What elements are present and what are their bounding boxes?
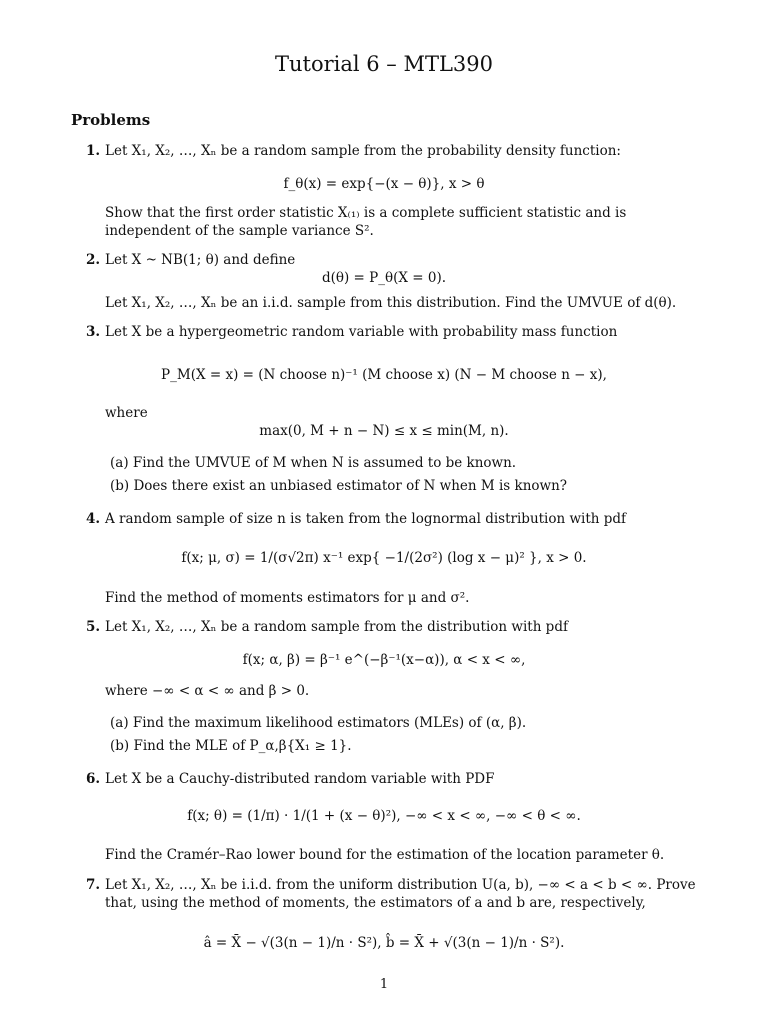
problem-intro: Let X₁, X₂, …, Xₙ be i.i.d. from the uniform distribution U(a, b), −∞ < a < b < ∞. Prove that, using the method of moments, the estimators of a and b are, respectively, — [105, 877, 696, 912]
equation: â = X̄ − √(3(n − 1)/n · S²), b̂ = X̄ + √(3(n − 1)/n · S²). — [203, 935, 565, 951]
where-label: where — [105, 405, 148, 421]
section-heading: Problems — [71, 111, 151, 129]
problem-number: 2. — [86, 252, 101, 268]
equation: P_M(X = x) = (N choose n)⁻¹ (M choose x) (N − M choose n − x), — [161, 367, 607, 383]
subpart-b: (b) Find the MLE of P_α,β{X₁ ≥ 1}. — [110, 738, 352, 754]
equation: f_θ(x) = exp{−(x − θ)}, x > θ — [283, 176, 485, 192]
page-title: Tutorial 6 – MTL390 — [274, 52, 494, 76]
subpart-b: (b) Does there exist an unbiased estimator of N when M is known? — [110, 478, 568, 494]
problem-intro: Let X be a Cauchy-distributed random variable with PDF — [105, 771, 495, 787]
problem-text: where −∞ < α < ∞ and β > 0. — [105, 683, 310, 699]
problem-text: Find the method of moments estimators for μ and σ². — [105, 590, 470, 606]
problem-intro: Let X ~ NB(1; θ) and define — [105, 252, 296, 268]
problem-number: 7. — [86, 877, 101, 893]
problem-text: Let X₁, X₂, …, Xₙ be an i.i.d. sample from this distribution. Find the UMVUE of d(θ). — [105, 295, 677, 311]
problem-text: Show that the first order statistic X₍₁₎ is a complete sufficient statistic and is independent of the sample variance S². — [105, 205, 627, 240]
subpart-a: (a) Find the UMVUE of M when N is assumed to be known. — [110, 455, 517, 471]
equation: max(0, M + n − N) ≤ x ≤ min(M, n). — [259, 423, 509, 439]
problem-intro: Let X₁, X₂, …, Xₙ be a random sample from the probability density function: — [105, 143, 621, 159]
problem-intro: Let X be a hypergeometric random variable with probability mass function — [105, 324, 618, 340]
problem-number: 6. — [86, 771, 101, 787]
equation: f(x; μ, σ) = 1/(σ√2π) x⁻¹ exp{ −1/(2σ²) (log x − μ)² }, x > 0. — [181, 550, 587, 566]
problem-number: 4. — [86, 511, 101, 527]
problem-number: 3. — [86, 324, 101, 340]
problem-intro: A random sample of size n is taken from the lognormal distribution with pdf — [105, 511, 627, 527]
equation: d(θ) = P_θ(X = 0). — [321, 270, 447, 286]
problem-intro: Let X₁, X₂, …, Xₙ be a random sample from the distribution with pdf — [105, 619, 568, 635]
page-number: 1 — [379, 977, 389, 992]
problem-number: 1. — [86, 143, 101, 159]
equation: f(x; α, β) = β⁻¹ e^(−β⁻¹(x−α)), α < x < ∞, — [242, 652, 526, 668]
equation: f(x; θ) = (1/π) · 1/(1 + (x − θ)²), −∞ < x < ∞, −∞ < θ < ∞. — [187, 808, 581, 824]
subpart-a: (a) Find the maximum likelihood estimators (MLEs) of (α, β). — [110, 715, 527, 731]
problem-text: Find the Cramér–Rao lower bound for the estimation of the location parameter θ. — [105, 847, 665, 863]
problem-number: 5. — [86, 619, 101, 635]
